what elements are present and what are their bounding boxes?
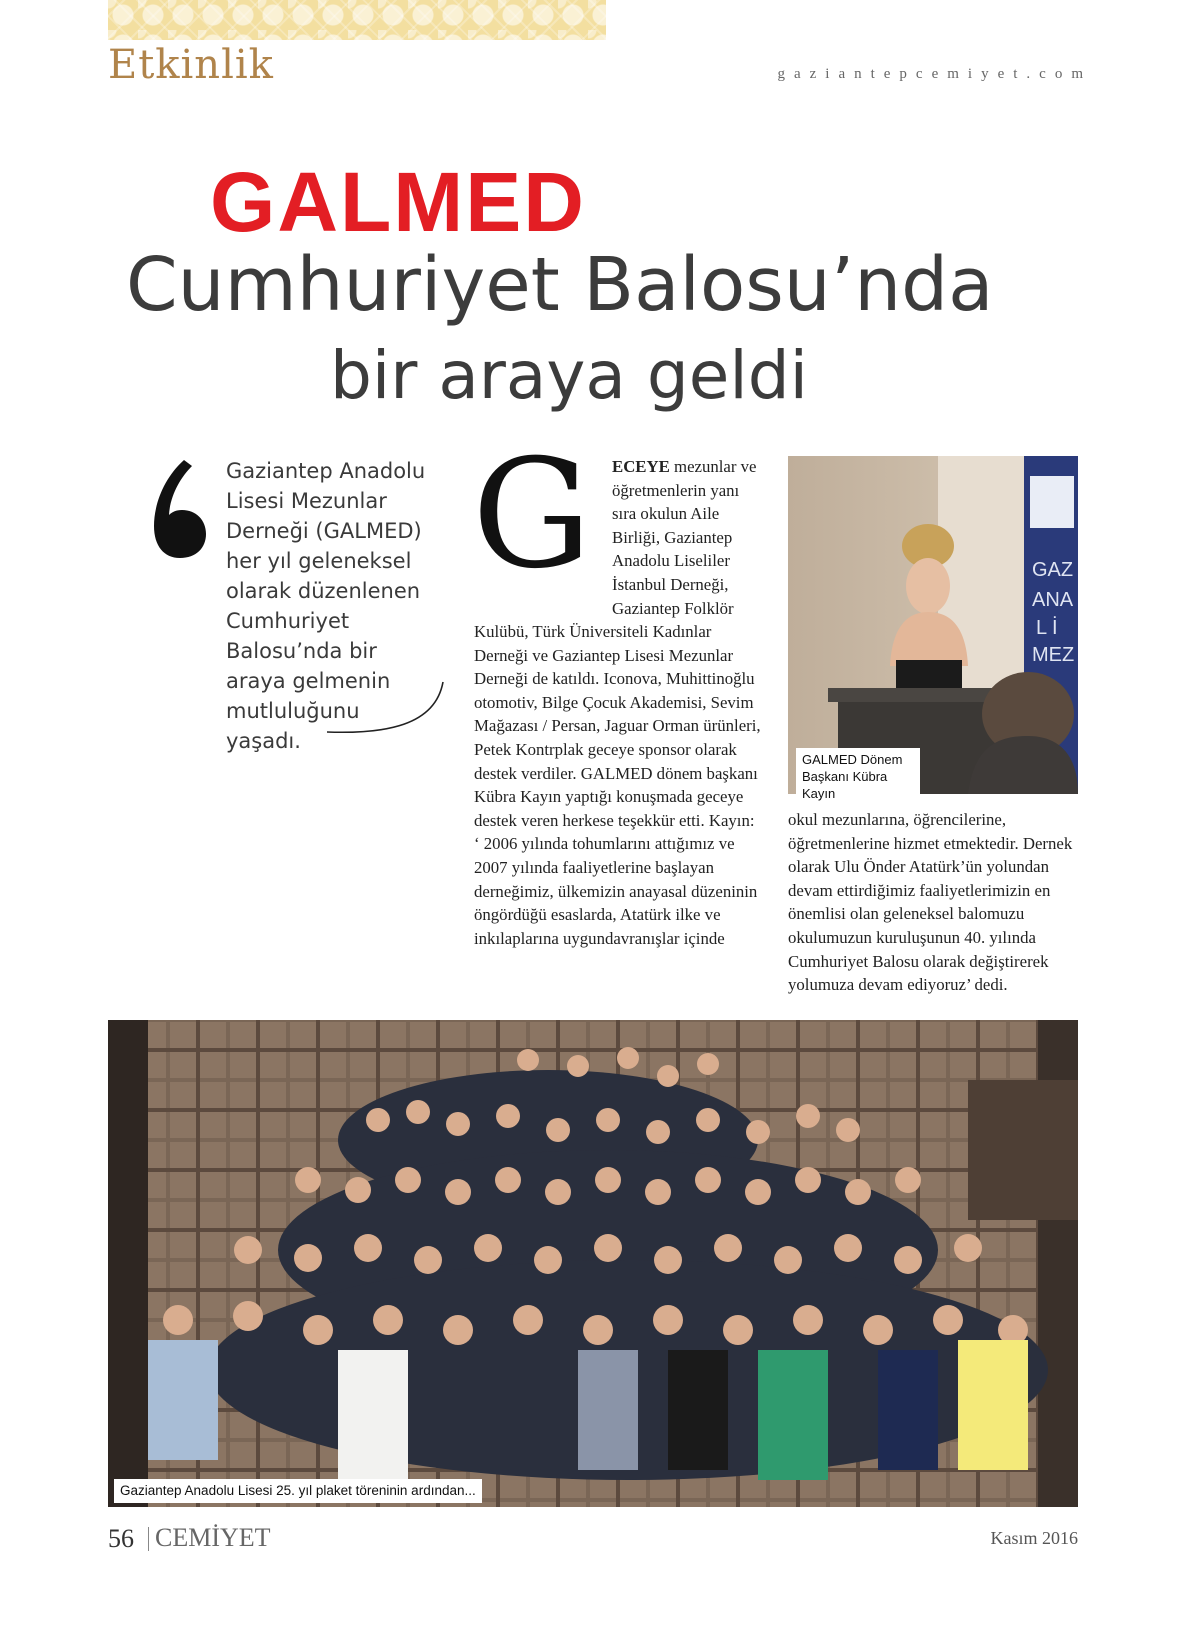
speaker-photo	[788, 456, 1078, 794]
page-number: 56	[108, 1524, 134, 1553]
group-photo-illustration	[108, 1020, 1078, 1507]
group-photo	[108, 1020, 1078, 1507]
svg-text:ANA: ANA	[1032, 589, 1074, 611]
issue-date: Kasım 2016	[990, 1528, 1078, 1548]
pull-quote: Gaziantep Anadolu Lisesi Mezunlar Derneği (GALMED) her yıl geleneksel olarak düzenlenen Cumhuriyet Balosu’nda bir araya gelmenin mutluluğunu yaşadı.	[226, 459, 426, 753]
footer-separator	[148, 1527, 149, 1551]
decorative-pattern-band	[108, 0, 606, 40]
site-url[interactable]: gaziantepcemiyet.com	[777, 66, 1092, 82]
section-label: Etkinlik	[108, 42, 274, 88]
article-column-intro	[612, 455, 762, 620]
svg-text:MEZ: MEZ	[1032, 644, 1075, 666]
magazine-name: CEMİYET	[155, 1523, 271, 1552]
headline-line-2: Cumhuriyet Balosu’nda	[126, 242, 994, 328]
headline-organization: GALMED	[210, 155, 586, 249]
quote-underline-curve	[325, 676, 451, 736]
lead-word: ECEYE	[612, 457, 670, 476]
headline-line-3: bir araya geldi	[330, 337, 808, 414]
speaker-photo-caption: GALMED Dönem Başkanı Kübra Kayın	[796, 748, 920, 805]
drop-cap: G	[472, 428, 592, 602]
article-column-2: Kulübü, Türk Üniversiteli Kadınlar Derneği ve Gaziantep Lisesi Mezunlar Derneği de katıldı. Iconova, Muhittinoğlu otomotiv, Bilge Çocuk Akademisi, Sevim Mağazası / Persan, Jaguar Orman ürünleri, Petek Kontrplak geceye sponsor olarak destek verdiler. GALMED dönem başkanı Kübra Kayın yaptığı konuşmada geceye destek veren herkese teşekkür etti. Kayın: ‘ 2006 yılında tohumlarını attığımız ve 2007 yılında faaliyetlerine başlayan derneğimiz, ülkemizin anayasal düzeninin öngördüğü esaslarda, Atatürk ilke ve inkılaplarına uygundavranışlar içinde	[474, 622, 761, 948]
svg-text:GAZ: GAZ	[1032, 559, 1074, 581]
group-photo-caption: Gaziantep Anadolu Lisesi 25. yıl plaket töreninin ardından...	[114, 1479, 482, 1503]
speaker-photo-illustration	[788, 456, 1078, 794]
intro-text: mezunlar ve öğretmenlerin yanı sıra okulun Aile Birliği, Gaziantep Anadolu Liseliler İstanbul Derneği, Gaziantep Folklör	[612, 457, 757, 618]
svg-text:L İ: L İ	[1036, 617, 1058, 639]
quote-mark-icon	[150, 454, 214, 574]
article-column-3: okul mezunlarına, öğrencilerine, öğretmenlerine hizmet etmektedir. Dernek olarak Ulu Önder Atatürk’ün yolundan devam ettirdiğimiz faaliyetlerimizin en önemlisi olan geleneksel balomuzu okulumuzun kuruluşunun 40. yılında Cumhuriyet Balosu olarak değiştirerek yolumuza devam ediyoruz’ dedi.	[788, 810, 1073, 995]
